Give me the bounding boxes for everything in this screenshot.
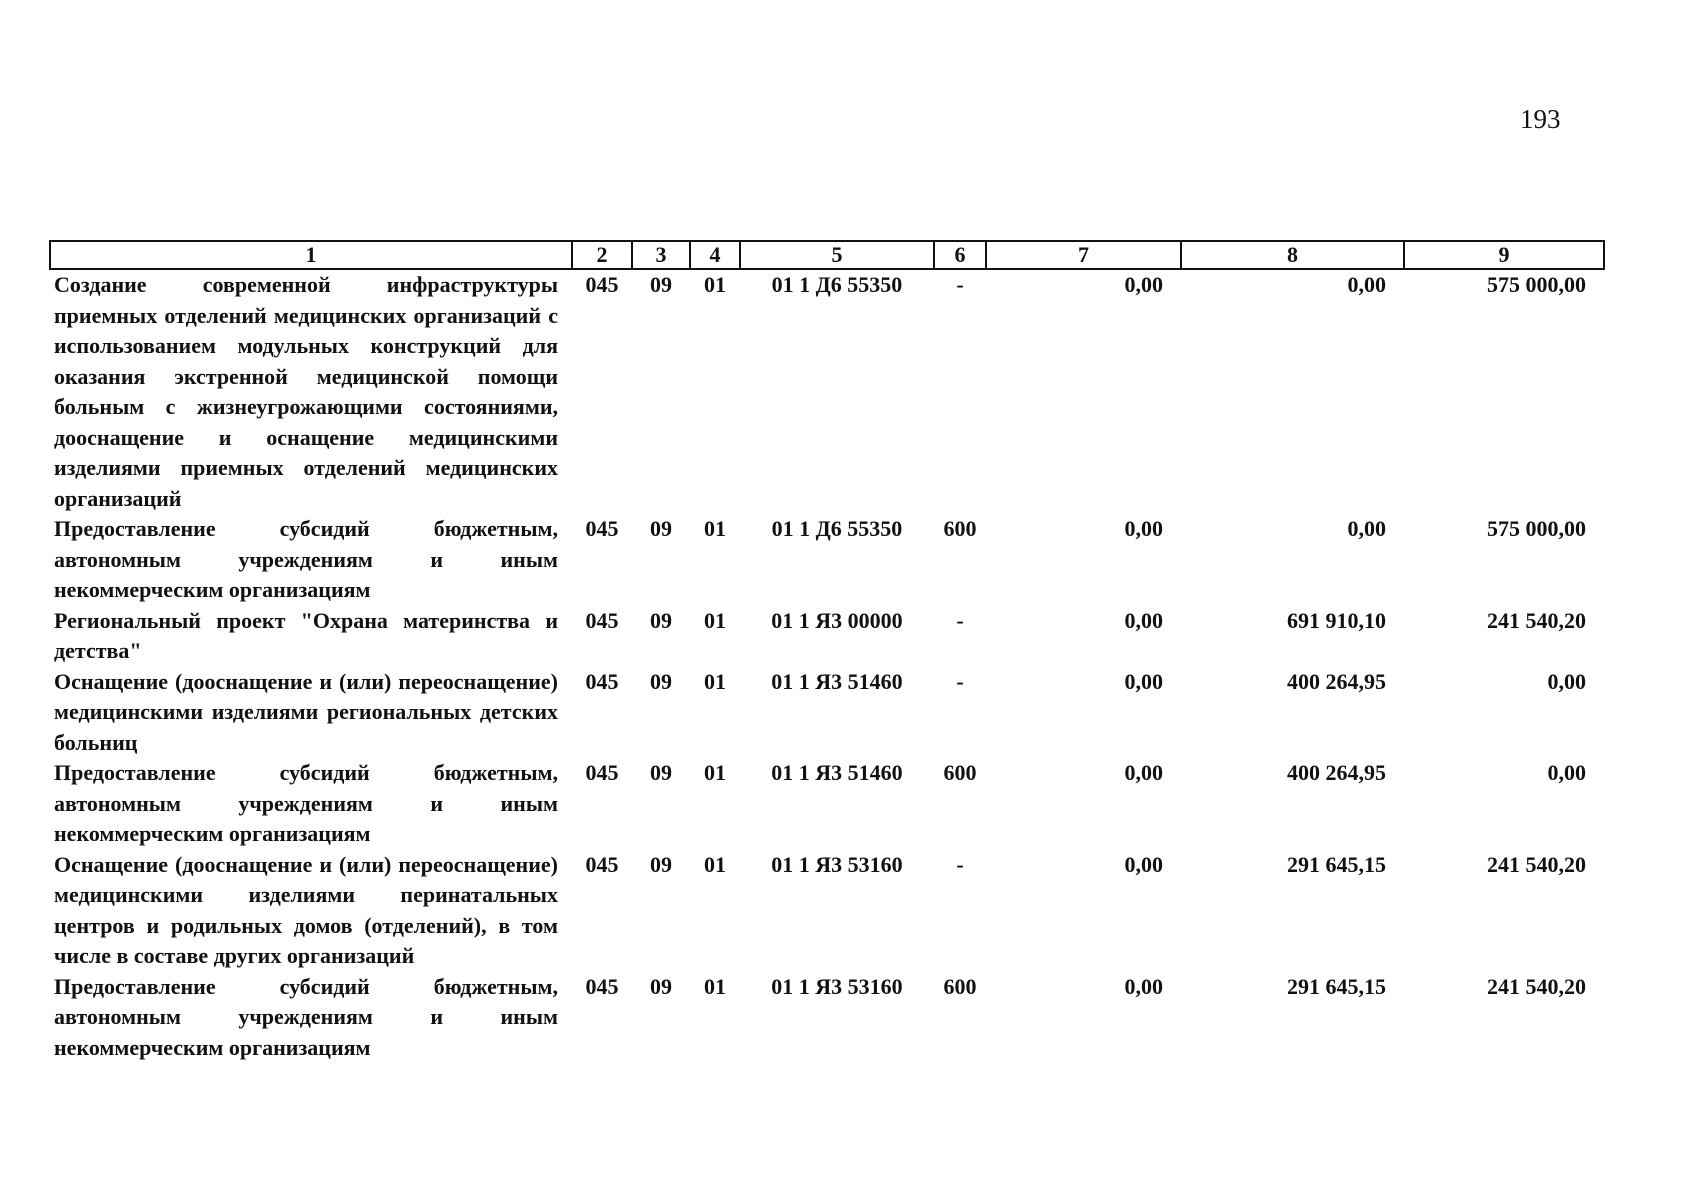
header-col-4: 4	[690, 241, 740, 269]
row-subsection: 01	[704, 851, 726, 877]
row-expense-type: 600	[943, 973, 977, 999]
row-section: 09	[650, 668, 672, 694]
row-target-article: 01 1 Я3 51460	[771, 760, 903, 785]
row-name: Предоставление субсидий бюджетным, автономным учреждениям и иным некоммерческим организациям	[54, 516, 558, 602]
row-grbs: 045	[585, 973, 619, 999]
row-amount-col7: 0,00	[1124, 760, 1163, 785]
row-section: 09	[650, 272, 672, 297]
row-amount-col9: 241 540,20	[1487, 607, 1586, 633]
row-grbs: 045	[585, 516, 619, 541]
table-row	[50, 606, 1604, 667]
row-amount-col9: 241 540,20	[1487, 851, 1586, 877]
row-expense-type: 600	[943, 760, 977, 785]
row-amount-col8: 291 645,15	[1287, 973, 1386, 999]
row-name: Оснащение (дооснащение и (или) переоснащение) медицинскими изделиями перинатальных центров и родильных домов (отделений), в том числе в составе других организаций	[54, 851, 558, 968]
row-amount-col9: 575 000,00	[1487, 516, 1586, 541]
row-subsection: 01	[704, 272, 726, 297]
table-row	[50, 850, 1604, 972]
row-amount-col7: 0,00	[1124, 851, 1163, 877]
page-number: 193	[1520, 104, 1561, 134]
row-section: 09	[650, 760, 672, 785]
row-subsection: 01	[704, 973, 726, 999]
row-grbs: 045	[585, 607, 619, 633]
row-amount-col7: 0,00	[1124, 668, 1163, 694]
row-name: Предоставление субсидий бюджетным, автономным учреждениям и иным некоммерческим организациям	[54, 973, 558, 1060]
row-section: 09	[650, 516, 672, 541]
table-row	[50, 514, 1604, 606]
row-grbs: 045	[585, 668, 619, 694]
row-name: Предоставление субсидий бюджетным, автономным учреждениям и иным некоммерческим организациям	[54, 760, 558, 846]
table-row	[50, 758, 1604, 850]
row-target-article: 01 1 Д6 55350	[771, 272, 903, 297]
row-grbs: 045	[585, 851, 619, 877]
header-col-1: 1	[50, 241, 572, 269]
row-amount-col9: 241 540,20	[1487, 973, 1586, 999]
row-section: 09	[650, 973, 672, 999]
row-target-article: 01 1 Я3 00000	[771, 607, 903, 633]
row-amount-col7: 0,00	[1124, 272, 1163, 297]
row-expense-type: -	[956, 607, 964, 633]
table-row	[50, 667, 1604, 759]
header-col-9: 9	[1404, 241, 1604, 269]
row-subsection: 01	[704, 668, 726, 694]
row-target-article: 01 1 Я3 53160	[771, 973, 903, 999]
row-amount-col8: 0,00	[1347, 272, 1386, 297]
table-header	[50, 241, 1604, 269]
row-amount-col8: 400 264,95	[1287, 668, 1386, 694]
row-amount-col8: 400 264,95	[1287, 760, 1386, 785]
row-expense-type: -	[956, 668, 964, 694]
row-expense-type: 600	[943, 516, 977, 541]
row-expense-type: -	[956, 272, 964, 297]
row-amount-col7: 0,00	[1124, 607, 1163, 633]
row-expense-type: -	[956, 851, 964, 877]
header-col-2: 2	[572, 241, 632, 269]
row-amount-col9: 0,00	[1547, 760, 1586, 785]
row-amount-col7: 0,00	[1124, 516, 1163, 541]
row-amount-col8: 691 910,10	[1287, 607, 1386, 633]
row-section: 09	[650, 851, 672, 877]
row-subsection: 01	[704, 516, 726, 541]
header-col-3: 3	[632, 241, 690, 269]
row-amount-col8: 0,00	[1347, 516, 1386, 541]
row-name: Создание современной инфраструктуры приемных отделений медицинских организаций с использованием модульных конструкций для оказания экстренной медицинской помощи больным с жизнеугрожающими состояниями, дооснащение и оснащение медицинскими изделиями приемных отделений медицинских организаций	[54, 272, 558, 511]
row-amount-col7: 0,00	[1124, 973, 1163, 999]
header-col-5: 5	[740, 241, 934, 269]
row-target-article: 01 1 Я3 51460	[771, 668, 903, 694]
row-amount-col9: 575 000,00	[1487, 272, 1586, 297]
header-col-6: 6	[934, 241, 986, 269]
row-amount-col8: 291 645,15	[1287, 851, 1386, 877]
row-name: Оснащение (дооснащение и (или) переоснащение) медицинскими изделиями региональных детских больниц	[54, 668, 558, 755]
header-col-8: 8	[1181, 241, 1404, 269]
row-name: Региональный проект "Охрана материнства и детства"	[54, 607, 558, 663]
row-target-article: 01 1 Я3 53160	[771, 851, 903, 877]
table-body	[50, 269, 1604, 1063]
row-subsection: 01	[704, 760, 726, 785]
row-section: 09	[650, 607, 672, 633]
table-row	[50, 269, 1604, 514]
row-target-article: 01 1 Д6 55350	[771, 516, 903, 541]
budget-table	[49, 240, 1605, 1063]
header-col-7: 7	[986, 241, 1181, 269]
table-row	[50, 972, 1604, 1064]
row-grbs: 045	[585, 760, 619, 785]
row-amount-col9: 0,00	[1547, 668, 1586, 694]
header-row	[50, 241, 1604, 269]
row-grbs: 045	[585, 272, 619, 297]
row-subsection: 01	[704, 607, 726, 633]
